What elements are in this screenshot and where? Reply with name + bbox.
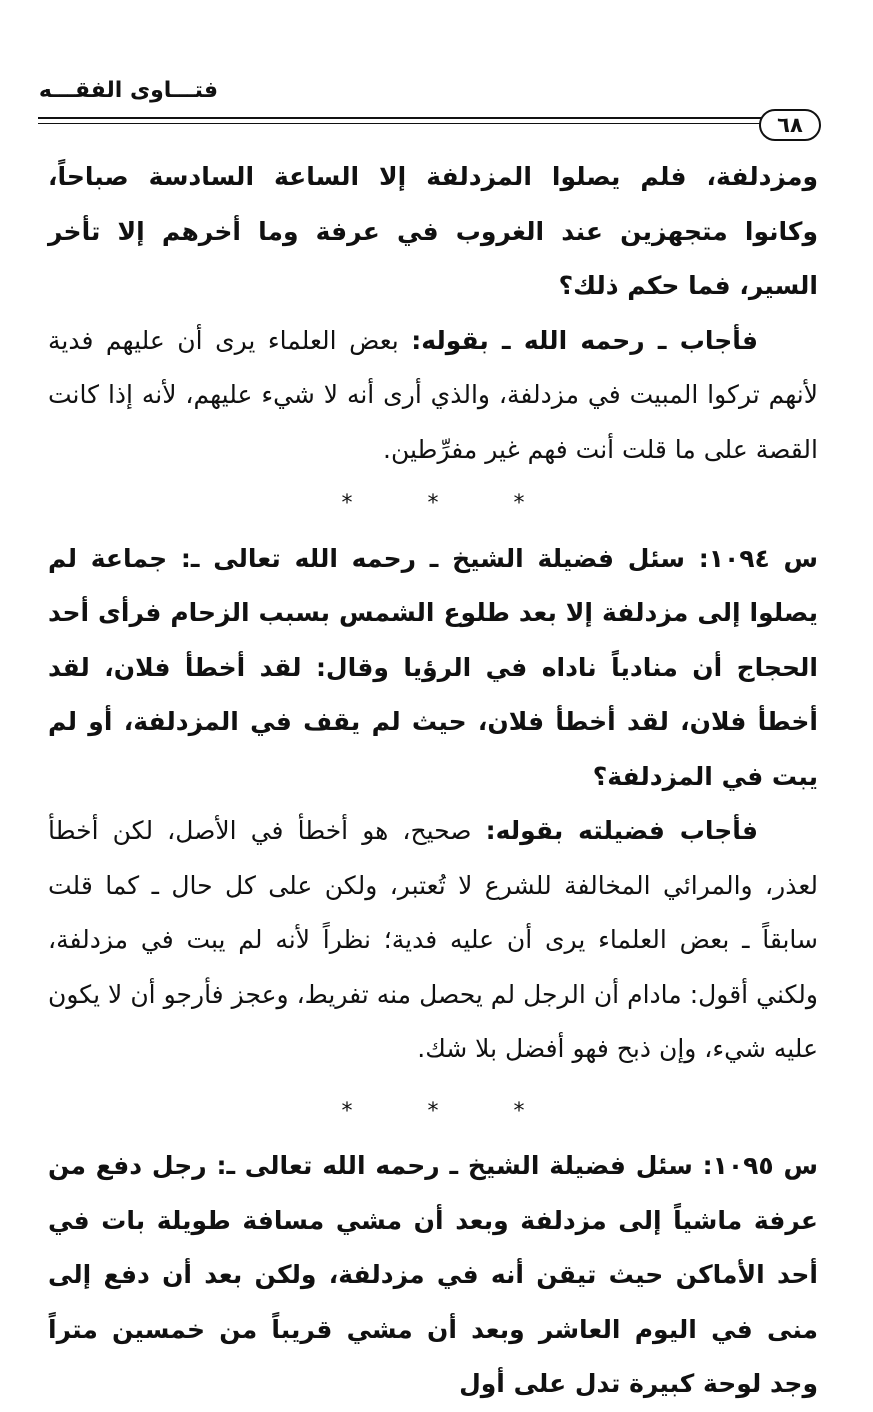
header-rule-thin (38, 123, 763, 124)
answer-1 (48, 314, 818, 478)
spacer (48, 1077, 818, 1085)
answer-2-lead: فأجاب فضيلته بقوله: (485, 816, 758, 845)
question-1095-number: س ١٠٩٥: (702, 1151, 819, 1180)
answer-2 (48, 804, 818, 1077)
section-divider-2: * * * (341, 1098, 559, 1124)
question-1095-body: سئل فضيلة الشيخ ـ رحمه الله تعالى ـ: رجل دفع من عرفة ماشياً إلى مزدلفة وبعد أن مشي مسافة طويلة بات في أحد الأماكن حيث تيقن أنه في مزدلفة، ولكن بعد أن دفع إلى منى في اليوم العاشر وبعد أن مشي قريباً من خمسين متراً وجد لوحة كبيرة تدل على أول (48, 1151, 818, 1398)
question-continuation: ومزدلفة، فلم يصلوا المزدلفة إلا الساعة السادسة صباحاً، وكانوا متجهزين عند الغروب في عرفة وما أخرهم إلا تأخر السير، فما حكم ذلك؟ (48, 162, 818, 300)
section-divider-1: * * * (341, 491, 559, 516)
question-1094-body: سئل فضيلة الشيخ ـ رحمه الله تعالى ـ: جماعة لم يصلوا إلى مزدلفة إلا بعد طلوع الشمس بسبب الزحام فرأى أحد الحجاج أن منادياً ناداه في الرؤيا وقال: لقد أخطأ فلان، لقد أخطأ فلان، لقد أخطأ فلان، حيث لم يقف في المزدلفة، أو لم يبت في المزدلفة؟ (48, 543, 818, 791)
question-1094 (48, 532, 818, 805)
answer-1-body: بعض العلماء يرى أن عليهم فدية لأنهم تركوا المبيت في مزدلفة، والذي أرى أنه لا شيء عليهم، لأنه إذا كانت القصة على ما قلت أنت فهم غير مفرِّطين. (48, 325, 818, 464)
answer-2-body: صحيح، هو أخطأ في الأصل، لكن أخطأ لعذر، والمرائي المخالفة للشرع لا تُعتبر، ولكن على كل حال ـ كما قلت سابقاً ـ بعض العلماء يرى أن عليه فدية؛ نظراً لأنه لم يبت في مزدلفة، ولكني أقول: مادام أن الرجل لم يحصل منه تفريط، وعجز فأرجو أن لا يكون عليه شيء، وإن ذبح فهو أفضل بلا شك. (48, 816, 818, 1063)
page-number: ٦٨ (759, 109, 821, 141)
question-1095 (48, 1139, 818, 1412)
running-header-title: فتـــاوى الفقـــه (38, 78, 218, 103)
question-1094-number: س ١٠٩٤: (698, 543, 818, 573)
page-body (48, 150, 818, 1412)
header-rule (38, 117, 763, 119)
answer-1-lead: فأجاب ـ رحمه الله ـ بقوله: (411, 325, 758, 355)
